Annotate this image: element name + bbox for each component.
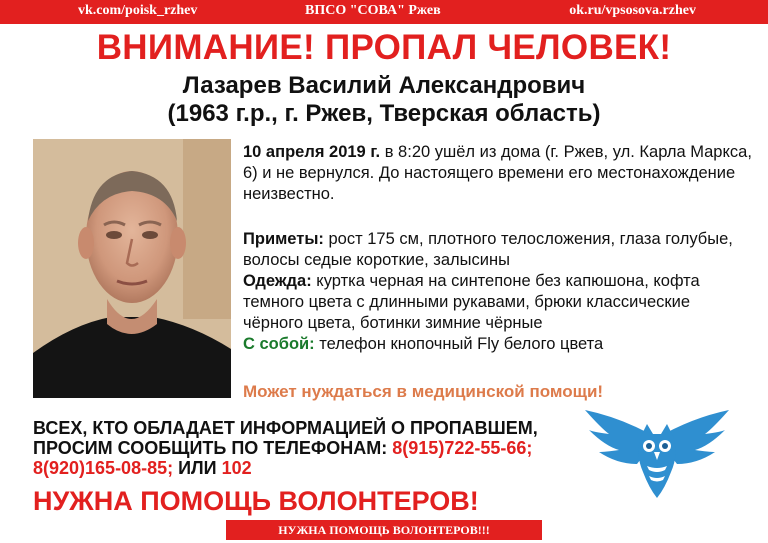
contact-block xyxy=(33,418,538,478)
belongings-label: С собой: xyxy=(243,335,315,353)
circumstances-text: в 8:20 ушёл из дома (г. Ржев, ул. Карла Маркса, 6) и не вернулся. До настоящего времени его местонахождение неизвестно. xyxy=(243,143,752,203)
medical-note: Может нуждаться в медицинской помощи! xyxy=(243,382,604,401)
clothes-label: Одежда: xyxy=(243,272,312,290)
vk-link[interactable]: vk.com/poisk_rzhev xyxy=(78,3,198,18)
volunteers-call: НУЖНА ПОМОЩЬ ВОЛОНТЕРОВ! xyxy=(33,486,479,516)
contact-request: ПРОСИМ СООБЩИТЬ ПО ТЕЛЕФОНАМ: xyxy=(33,438,393,458)
owl-logo-icon xyxy=(583,408,731,500)
top-bar xyxy=(0,0,768,24)
signs-text: рост 175 см, плотного телосложения, глаза голубые, волосы седые короткие, залысины xyxy=(243,230,733,269)
phone-2[interactable]: 8(920)165-08-85; xyxy=(33,458,174,478)
description-block xyxy=(243,229,753,355)
or-text: ИЛИ xyxy=(173,458,222,478)
contact-line-1: ВСЕХ, КТО ОБЛАДАЕТ ИНФОРМАЦИЕЙ О ПРОПАВШЕМ, xyxy=(33,418,538,438)
phone-1[interactable]: 8(915)722-55-66; xyxy=(392,438,533,458)
organization-name: ВПСО "СОВА" Ржев xyxy=(305,3,441,18)
disappearance-date: 10 апреля 2019 г. xyxy=(243,143,381,161)
ok-link[interactable]: ok.ru/vpsosova.rzhev xyxy=(569,3,696,18)
signs-label: Приметы: xyxy=(243,230,324,248)
person-name: Лазарев Василий Александрович xyxy=(182,72,586,99)
person-photo xyxy=(33,139,231,398)
disappearance-details xyxy=(243,142,753,205)
person-origin: (1963 г.р., г. Ржев, Тверская область) xyxy=(167,100,601,127)
belongings-text: телефон кнопочный Fly белого цвета xyxy=(314,335,604,353)
contact-line-2 xyxy=(33,438,538,458)
headline: ВНИМАНИЕ! ПРОПАЛ ЧЕЛОВЕК! xyxy=(96,28,672,67)
clothes-text: куртка черная на синтепоне без капюшона, кофта темного цвета с длинными рукавами, брюки классические чёрного цвета, ботинки зимние чёрные xyxy=(243,272,700,332)
contact-line-3 xyxy=(33,458,538,478)
phone-3[interactable]: 102 xyxy=(221,458,252,478)
footer-banner: НУЖНА ПОМОЩЬ ВОЛОНТЕРОВ!!! xyxy=(226,520,542,540)
